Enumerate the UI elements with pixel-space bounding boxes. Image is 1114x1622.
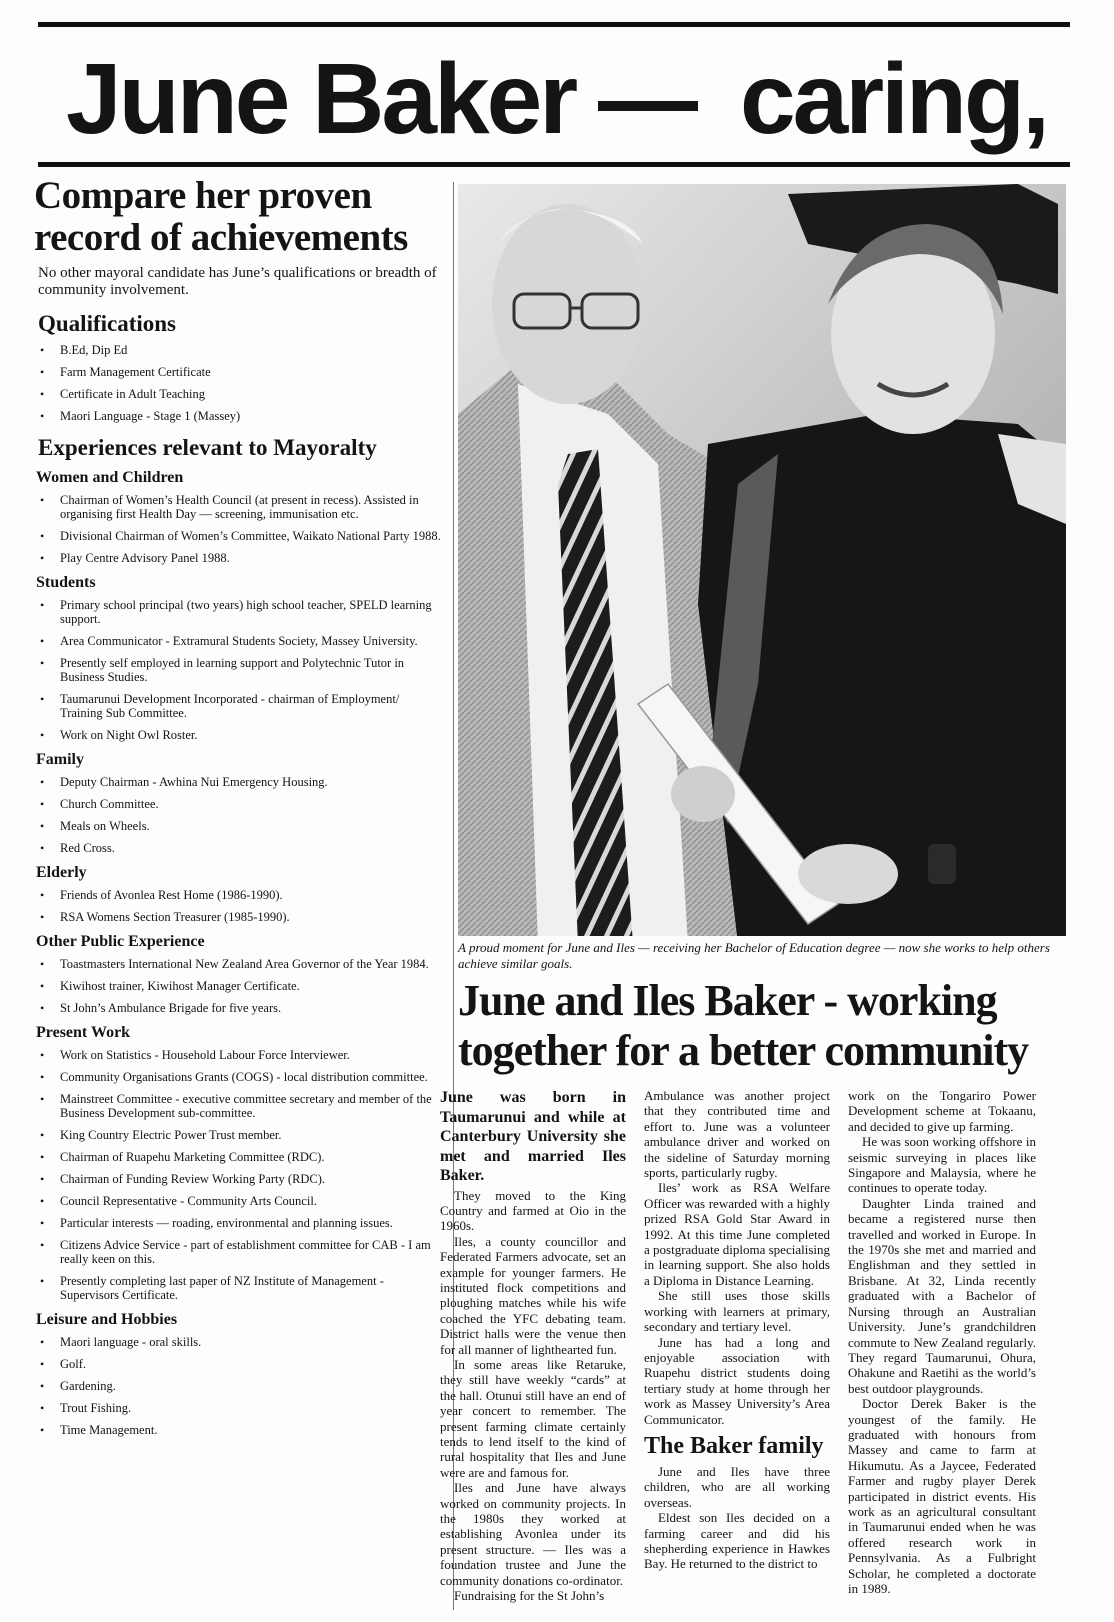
article-paragraph: Eldest son Iles decided on a farming career and did his shepherding experience in Hawkes Bay. He returned to the district to (644, 1510, 830, 1572)
achievements-column (34, 175, 444, 1445)
achievements-heading: Compare her proven record of achievements (34, 174, 408, 259)
list-item: • Red Cross. (38, 841, 444, 855)
list-item: • Toastmasters International New Zealand Area Governor of the Year 1984. (38, 957, 444, 971)
photo-caption: A proud moment for June and Iles — receiving her Bachelor of Education degree — now she works to help others achieve similar goals. (458, 940, 1050, 971)
article-paragraph: Doctor Derek Baker is the youngest of the family. He graduated with honours from Massey and came to farm at Hikumutu. As a Jaycee, Federated Farmer and rugby player Derek participated in district events. His work as an agricultural consultant in Taumarunui ended when he was offered research work in Pennsylvania. As a Fulbright Scholar, he completed a doctorate in 1989. (848, 1396, 1036, 1596)
list-item: • Citizens Advice Service - part of establishment committee for CAB - I am really keen on this. (38, 1238, 444, 1266)
list-item: • Divisional Chairman of Women’s Committee, Waikato National Party 1988. (38, 529, 444, 543)
list-item: • Time Management. (38, 1423, 444, 1437)
photo-illustration (458, 184, 1066, 936)
list-item: • B.Ed, Dip Ed (38, 343, 444, 357)
masthead-name: June Baker (66, 43, 576, 155)
article-paragraph: Daughter Linda trained and became a registered nurse then travelled and worked in Europe. In the 1970s she met and married and Englishman and they settled in Brisbane. At 32, Linda recently graduated with a Bachelor of Nursing through an Australian University. June’s grandchildren commute to New Zealand regularly. They regard Taumarunui, Ohura, Ohakune and Raetihi as the world’s best outdoor playgrounds. (848, 1195, 1036, 1396)
list-item: • Certificate in Adult Teaching (38, 387, 444, 401)
masthead-caring: caring, (740, 43, 1047, 155)
list-item: • St John’s Ambulance Brigade for five years. (38, 1001, 444, 1015)
family-list (34, 775, 444, 855)
list-item: • Council Representative - Community Arts Council. (38, 1194, 444, 1208)
graduation-photo (458, 184, 1066, 936)
article-headline: June and Iles Baker - working together for a better community (458, 976, 1029, 1075)
article-paragraph: Fundraising for the St John’s (454, 1588, 605, 1604)
article-paragraph: She still uses those skills working with learners at primary, secondary and tertiary level. (644, 1288, 830, 1335)
list-item: • Meals on Wheels. (38, 819, 444, 833)
list-item: • Presently self employed in learning support and Polytechnic Tutor in Business Studies. (38, 656, 444, 684)
list-item: • Gardening. (38, 1379, 444, 1393)
experiences-heading: Experiences relevant to Mayoralty (38, 435, 377, 460)
list-item: • Presently completing last paper of NZ Institute of Management - Supervisors Certificate. (38, 1274, 444, 1302)
article-column-3 (848, 1088, 1036, 1596)
women-children-list (34, 493, 444, 565)
article-paragraph: work on the Tongariro Power Development scheme at Tokaanu, and decided to give up farming. (848, 1088, 1036, 1134)
list-item: • Farm Management Certificate (38, 365, 444, 379)
article-paragraph: They moved to the King Country and farmed at Oio in the 1960s. (440, 1187, 626, 1234)
article-paragraph: Iles’ work as RSA Welfare Officer was rewarded with a highly prized RSA Gold Star Award in 1992. At this time June completed a postgraduate diploma specialising in learning support. She also holds a Diploma in Distance Learning. (644, 1180, 830, 1288)
article-column-1 (440, 1088, 626, 1603)
top-rule (38, 22, 1070, 27)
article-paragraph: June has had a long and enjoyable association with Ruapehu district students doing tertiary study at home through her work as Massey University’s Area Communicator. (644, 1334, 830, 1427)
list-item: • Chairman of Funding Review Working Party (RDC). (38, 1172, 444, 1186)
other-public-list (34, 957, 444, 1015)
list-item: • Primary school principal (two years) high school teacher, SPELD learning support. (38, 598, 444, 626)
masthead (60, 44, 1070, 154)
section-heading-students: Students (36, 574, 96, 591)
article-column-2 (644, 1088, 830, 1572)
list-item: • Work on Night Owl Roster. (38, 728, 444, 742)
section-heading-elderly: Elderly (36, 864, 87, 881)
present-work-list (34, 1048, 444, 1302)
elderly-list (34, 888, 444, 924)
masthead-dash: — (598, 43, 695, 155)
section-heading-present-work: Present Work (36, 1024, 131, 1041)
list-item: • King Country Electric Power Trust member. (38, 1128, 444, 1142)
list-item: • Maori Language - Stage 1 (Massey) (38, 409, 444, 423)
list-item: • Mainstreet Committee - executive committee secretary and member of the Business Development sub-committee. (38, 1092, 444, 1120)
list-item: • Particular interests — roading, environmental and planning issues. (38, 1216, 444, 1230)
list-item: • Kiwihost trainer, Kiwihost Manager Certificate. (38, 979, 444, 993)
masthead-bottom-rule (38, 162, 1070, 167)
qualifications-heading: Qualifications (38, 311, 177, 336)
list-item: • Chairman of Women’s Health Council (at present in recess). Assisted in organising first Health Day — screening, immunisation etc. (38, 493, 444, 521)
section-heading-leisure: Leisure and Hobbies (36, 1311, 178, 1328)
achievements-intro: No other mayoral candidate has June’s qualifications or breadth of community involvement. (38, 265, 437, 298)
section-heading-family: Family (36, 751, 84, 768)
article-lead: June was born in Taumarunui and while at Canterbury University she met and married Iles Baker. (440, 1089, 626, 1184)
list-item: • Chairman of Ruapehu Marketing Committee (RDC). (38, 1150, 444, 1164)
list-item: • Maori language - oral skills. (38, 1335, 444, 1349)
baker-family-heading: The Baker family (644, 1432, 824, 1459)
list-item: • Taumarunui Development Incorporated - chairman of Employment/ Training Sub Committee. (38, 692, 444, 720)
list-item: • Deputy Chairman - Awhina Nui Emergency Housing. (38, 775, 444, 789)
article-paragraph: June and Iles have three children, who are all working overseas. (644, 1463, 830, 1510)
students-list (34, 598, 444, 742)
section-heading-other-public: Other Public Experience (36, 933, 205, 950)
section-heading-women-children: Women and Children (36, 469, 184, 486)
qualifications-list (34, 343, 444, 423)
list-item: • Community Organisations Grants (COGS) - local distribution committee. (38, 1070, 444, 1084)
list-item: • Area Communicator - Extramural Students Society, Massey University. (38, 634, 444, 648)
article-paragraph: Iles and June have always worked on community projects. In the 1980s they worked at establishing Avonlea under its present structure. — Iles was a foundation trustee and June the community donations co-ordinator. (440, 1480, 626, 1588)
article-paragraph: Iles, a county councillor and Federated Farmers advocate, set an example for younger farmers. He instituted flock competitions and ploughing matches while his wife coached the YFC debating team. District halls were the venue then for all manner of lighthearted fun. (440, 1233, 626, 1357)
list-item: • Friends of Avonlea Rest Home (1986-1990). (38, 888, 444, 902)
list-item: • Golf. (38, 1357, 444, 1371)
article-paragraph: Ambulance was another project that they contributed time and effort to. June was a volunteer ambulance driver and worked on the sideline of Saturday morning sports, particularly rugby. (644, 1088, 830, 1181)
list-item: • RSA Womens Section Treasurer (1985-1990). (38, 910, 444, 924)
list-item: • Play Centre Advisory Panel 1988. (38, 551, 444, 565)
list-item: • Church Committee. (38, 797, 444, 811)
article-paragraph: He was soon working offshore in seismic surveying in places like Singapore and Malaysia, where he continues to operate today. (848, 1134, 1036, 1196)
list-item: • Trout Fishing. (38, 1401, 444, 1415)
article-paragraph: In some areas like Retaruke, they still have weekly “cards” at the hall. Otunui still have an end of year concert to remember. The present farming climate certainly tends to lend itself to the kind of rural hospitality that Iles and June were are and famous for. (440, 1356, 626, 1480)
list-item: • Work on Statistics - Household Labour Force Interviewer. (38, 1048, 444, 1062)
leisure-list (34, 1335, 444, 1437)
